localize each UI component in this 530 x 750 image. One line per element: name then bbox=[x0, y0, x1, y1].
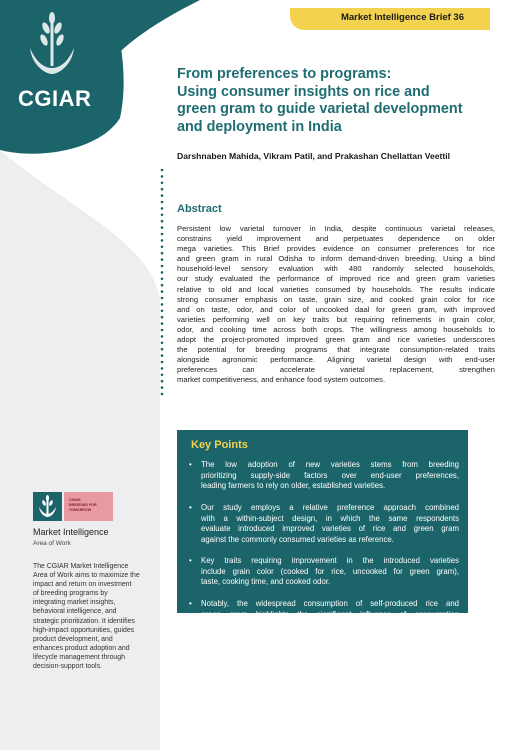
key-point-line: Notably, the widespread consumption of self-produced rice and bbox=[201, 599, 459, 608]
divider-dot bbox=[161, 271, 164, 274]
divider-dot bbox=[161, 297, 164, 300]
divider-dot bbox=[161, 367, 164, 370]
divider-dot bbox=[161, 322, 164, 325]
description-line: of breeding programs by bbox=[33, 590, 108, 598]
divider-dot bbox=[161, 374, 164, 377]
brief-label: Market Intelligence Brief 36 bbox=[340, 12, 464, 23]
divider-dot bbox=[161, 201, 164, 204]
divider-dot bbox=[161, 316, 164, 319]
key-points-heading: Key Points bbox=[191, 439, 248, 451]
abstract-line: preferences can accelerate varietal replacement, strengthen bbox=[177, 365, 495, 375]
area-of-work-subtitle: Area of Work bbox=[33, 540, 71, 547]
divider-dot bbox=[161, 182, 164, 185]
description-line: Area of Work aims to maximize the bbox=[33, 572, 140, 580]
abstract-line: relative to old and local varieties consumed by households. The results indicate bbox=[177, 284, 495, 294]
cgiar-logo-text: CGIAR bbox=[18, 86, 92, 111]
key-point-line: green gram highlights the significant influence of consumption bbox=[201, 609, 459, 619]
breeding-for-tomorrow-logo bbox=[64, 492, 113, 521]
abstract-line: household-level sensory evaluation with 480 randomly selected households, bbox=[177, 264, 495, 274]
description-line: high-impact opportunities, guides bbox=[33, 626, 135, 634]
abstract-line: our study evaluated the performance of improved rice and green gram varieties bbox=[177, 274, 495, 284]
abstract-line: mega varieties. This Brief provides evidence on consumer preferences for rice bbox=[177, 244, 495, 254]
key-point-line: prioritizing supply-side factors over end-user preferences, bbox=[201, 470, 459, 480]
partner-logo-line: BREEDING FOR bbox=[69, 503, 97, 507]
description-line: lifecycle management through bbox=[33, 653, 125, 661]
divider-dot bbox=[161, 342, 164, 345]
dotted-divider bbox=[160, 168, 164, 400]
description-line: The CGIAR Market Intelligence bbox=[33, 563, 129, 570]
key-point-line: trait preferences on varietal selection for cultivation. bbox=[201, 620, 379, 630]
divider-dot bbox=[161, 380, 164, 383]
divider-dot bbox=[161, 290, 164, 293]
divider-dot bbox=[161, 329, 164, 332]
divider-dot bbox=[161, 348, 164, 351]
divider-dot bbox=[161, 239, 164, 242]
divider-dot bbox=[161, 194, 164, 197]
divider-dot bbox=[161, 361, 164, 364]
description-line: decision-support tools. bbox=[33, 663, 102, 671]
authors: Darshnaben Mahida, Vikram Patil, and Prakashan Chellattan Veettil bbox=[177, 151, 451, 161]
divider-dot bbox=[161, 169, 164, 172]
key-point-line: include grain color (cooked for rice, uncooked for green gram), bbox=[201, 566, 459, 576]
divider-dot bbox=[161, 207, 164, 210]
description-line: enhances product adoption and bbox=[33, 644, 130, 652]
key-point-line: Key traits requiring improvement in the introduced varieties bbox=[201, 556, 459, 565]
description-line: behavioral intelligence, and bbox=[33, 608, 117, 616]
divider-dot bbox=[161, 258, 164, 261]
key-point-line: with a within-subject design, in which the same respondents bbox=[201, 513, 459, 523]
description-line: product development, and bbox=[33, 635, 113, 643]
abstract-body bbox=[177, 224, 495, 386]
abstract-line: constrains yield improvement and perpetuates dependence on older bbox=[177, 234, 495, 244]
divider-dot bbox=[161, 226, 164, 229]
bullet-icon: • bbox=[189, 599, 192, 608]
key-point-text bbox=[201, 599, 459, 631]
abstract-line: alongside agronomic performance. Aligning varietal design with end-user bbox=[177, 355, 495, 365]
bullet-icon: • bbox=[189, 503, 192, 512]
area-of-work-name: Market Intelligence bbox=[33, 527, 109, 537]
key-point-line: taste, cooking time, and cooked odor. bbox=[201, 577, 331, 587]
divider-dot bbox=[161, 188, 164, 191]
abstract-line: odor, and cooking time across both crops. The willingness among households to bbox=[177, 324, 495, 334]
key-point-line: The low adoption of new varieties stems from breeding bbox=[201, 460, 459, 469]
market-intelligence-logo bbox=[33, 492, 113, 521]
area-description bbox=[33, 562, 155, 671]
abstract-line: Persistent low varietal turnover in India, despite continuous varietal releases, bbox=[177, 224, 495, 233]
abstract-line: varieties performing well on key traits but requiring refinements in grain color, bbox=[177, 314, 495, 324]
divider-dot bbox=[161, 220, 164, 223]
divider-dot bbox=[161, 175, 164, 178]
description-line: impact and return on investment bbox=[33, 581, 132, 589]
key-point-line: against the commonly consumed varieties as reference. bbox=[201, 534, 394, 544]
description-line: strategic prioritization. It identifies bbox=[33, 617, 135, 625]
divider-dot bbox=[161, 310, 164, 313]
abstract-heading: Abstract bbox=[177, 203, 222, 215]
abstract-line: strong consumer emphasis on taste, grain size, and cooked grain color for rice bbox=[177, 294, 495, 304]
divider-dot bbox=[161, 303, 164, 306]
page-title bbox=[177, 66, 497, 136]
mi-logo-icon bbox=[33, 492, 62, 521]
key-point-line: evaluate introduced improved varieties of rice and green gram bbox=[201, 524, 459, 534]
title-line: Using consumer insights on rice and bbox=[177, 83, 430, 100]
divider-dot bbox=[161, 393, 164, 396]
key-point-text bbox=[201, 460, 459, 492]
key-points-box bbox=[177, 430, 468, 630]
key-point-line: Our study employs a relative preference approach combined bbox=[201, 503, 459, 512]
divider-dot bbox=[161, 278, 164, 281]
title-line: From preferences to programs: bbox=[177, 66, 392, 82]
cgiar-logo bbox=[0, 0, 118, 118]
bullet-icon: • bbox=[189, 460, 192, 469]
abstract-line: the potential for breeding programs that integrate consumption-related traits bbox=[177, 345, 495, 355]
divider-dot bbox=[161, 284, 164, 287]
description-line: integrating market insights, bbox=[33, 599, 116, 607]
divider-dot bbox=[161, 252, 164, 255]
divider-dot bbox=[161, 335, 164, 338]
bullet-icon: • bbox=[189, 556, 192, 565]
divider-dot bbox=[161, 214, 164, 217]
title-line: green gram to guide varietal development bbox=[177, 101, 463, 118]
wheat-icon bbox=[22, 10, 82, 80]
key-point-line: leading farmers to rely on older, established varieties. bbox=[201, 481, 386, 491]
divider-dot bbox=[161, 386, 164, 389]
partner-logo-line: TOMORROW bbox=[69, 508, 92, 512]
divider-dot bbox=[161, 246, 164, 249]
wheat-icon bbox=[33, 492, 62, 521]
abstract-line: and green gram in rural Odisha to inform demand-driven breeding. Using a blind bbox=[177, 254, 495, 264]
divider-dot bbox=[161, 233, 164, 236]
abstract-line: market competitiveness, and enhance food system outcomes. bbox=[177, 375, 386, 385]
abstract-line: adopt the project-promoted improved green gram and rice varieties underscores bbox=[177, 335, 495, 345]
partner-logo-line: CGIAR bbox=[69, 498, 81, 502]
divider-dot bbox=[161, 265, 164, 268]
divider-dot bbox=[161, 354, 164, 357]
abstract-line: and on taste, odor, and color of uncooked daal for green gram, with improved bbox=[177, 304, 495, 314]
title-line: and deployment in India bbox=[177, 118, 342, 135]
key-point-text bbox=[201, 556, 459, 588]
key-point-text bbox=[201, 503, 459, 545]
